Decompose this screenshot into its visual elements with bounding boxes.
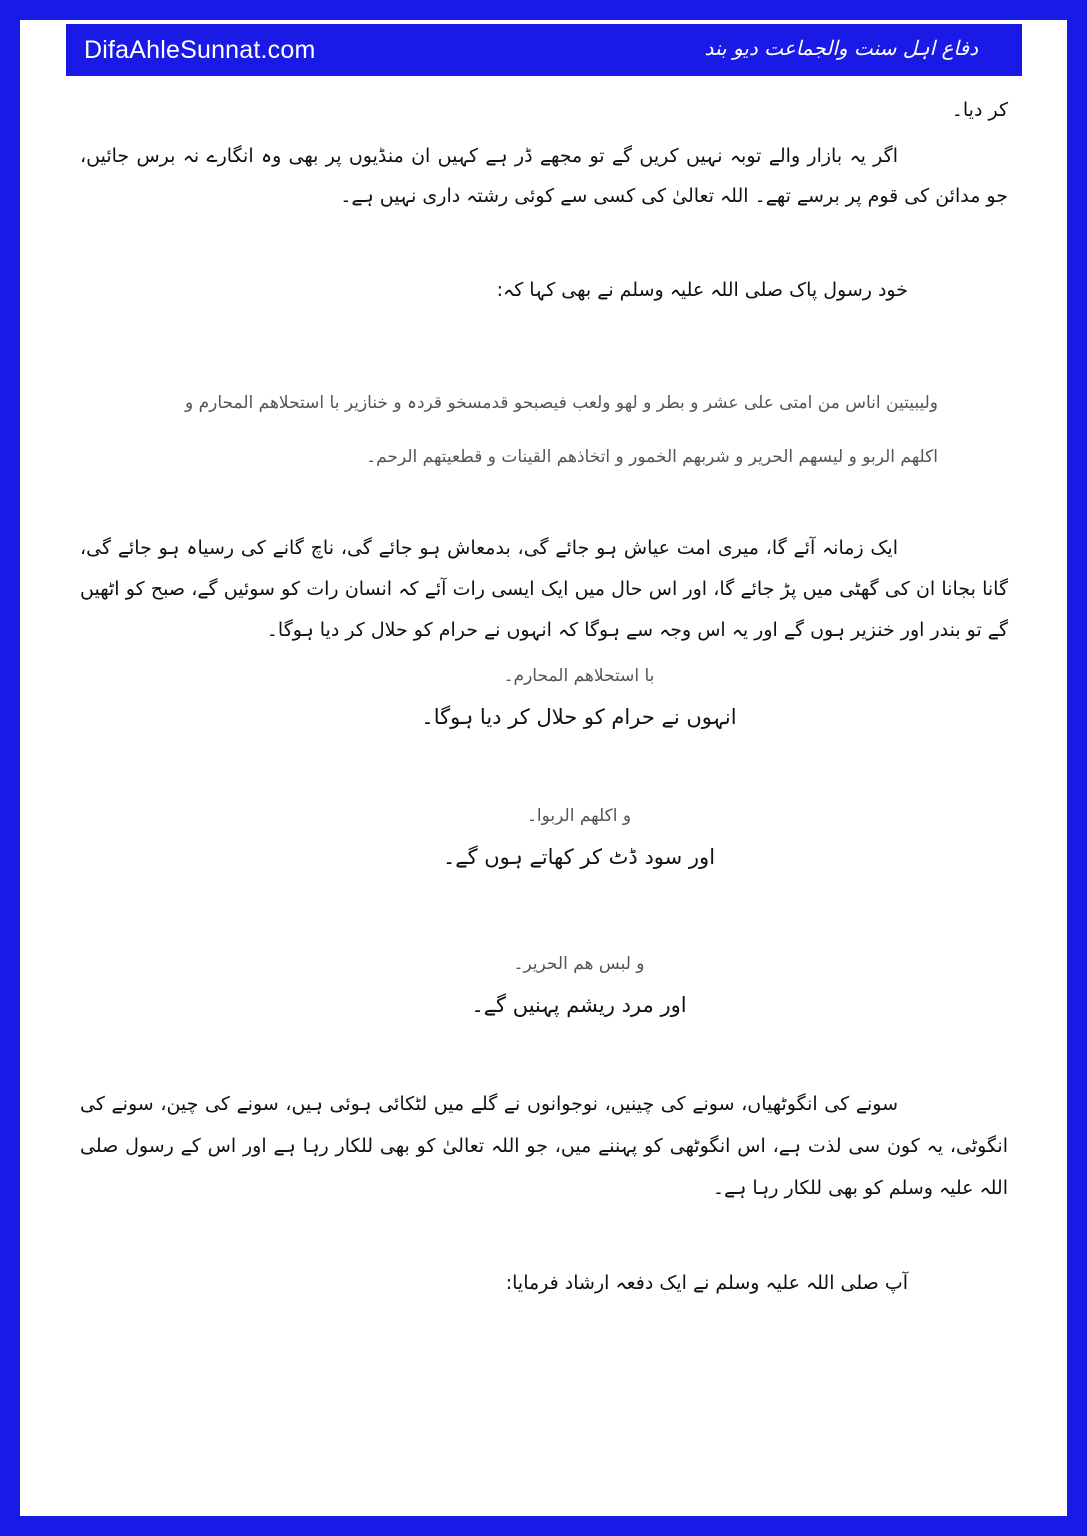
arabic-phrase-2: و اکلھم الربوا۔ bbox=[526, 806, 632, 826]
site-title: دفاع اہل سنت والجماعت دیو بند bbox=[704, 36, 978, 60]
document-body bbox=[80, 90, 1008, 1303]
arabic-phrase-3: و لبس ھم الحریر۔ bbox=[513, 954, 645, 974]
paragraph-prophet-said: خود رسول پاک صلی اللہ علیہ وسلم نے بھی کہا کہ: bbox=[496, 279, 908, 301]
urdu-translation-1: انہوں نے حرام کو حلال کر دیا ہوگا۔ bbox=[421, 705, 737, 729]
paragraph-once-said: آپ صلی اللہ علیہ وسلم نے ایک دفعہ ارشاد فرمایا: bbox=[505, 1272, 908, 1294]
arabic-phrase-1: با استحلاھم المحارم۔ bbox=[503, 666, 655, 686]
paragraph-market-warning: اگر یہ بازار والے توبہ نہیں کریں گے تو مجھے ڈر ہے کہیں ان منڈیوں پر بھی وہ انگارے نہ برس جائیں، جو مدائن کی قوم پر برسے تھے۔ اللہ تعالیٰ کی کسی سے کوئی رشتہ داری نہیں ہے۔ bbox=[80, 145, 1008, 207]
paragraph-continuation: کر دیا۔ bbox=[951, 99, 1008, 121]
header-bar bbox=[66, 24, 1022, 78]
urdu-translation-2: اور سود ڈٹ کر کھاتے ہوں گے۔ bbox=[442, 845, 716, 869]
paragraph-gold-rings: سونے کی انگوٹھیاں، سونے کی چینیں، نوجوانوں نے گلے میں لٹکائی ہوئی ہیں، سونے کی چین، سونے کی انگوٹی، یہ کون سی لذت ہے، اس انگوٹھی کو پہننے میں، جو اللہ تعالیٰ کو بھی للکار رہا ہے اور اس کے رسول صلی اللہ علیہ وسلم کو بھی للکار رہا ہے۔ bbox=[80, 1093, 1008, 1199]
paragraph-hadith-translation: ایک زمانہ آئے گا، میری امت عیاش ہو جائے گی، بدمعاش ہو جائے گی، ناچ گانے کی رسیاہ ہو جائے گی، گانا بجانا ان کی گھٹی میں پڑ جائے گا، اور اس حال میں ایک ایسی رات آئے کہ انسان رات کو سوئیں گے، صبح کو اٹھیں گے تو بندر اور خنزیر ہوں گے اور یہ اس وجہ سے ہوگا کہ انہوں نے حرام کو حلال کر دیا ہوگا۔ bbox=[80, 537, 1008, 641]
arabic-hadith: ولیبیتین اناس من امتی علی عشر و بطر و لھو ولعب فیصبحو قدمسخو قردہ و خنازیر با استحلاھم المحارم و اکلھم الربو و لیسھم الحریر و شربھم الخمور و اتخاذھم القینات و قطعیتھم الرحم۔ bbox=[185, 393, 938, 467]
site-url[interactable]: DifaAhleSunnat.com bbox=[84, 36, 316, 64]
urdu-translation-3: اور مرد ریشم پہنیں گے۔ bbox=[471, 993, 687, 1017]
